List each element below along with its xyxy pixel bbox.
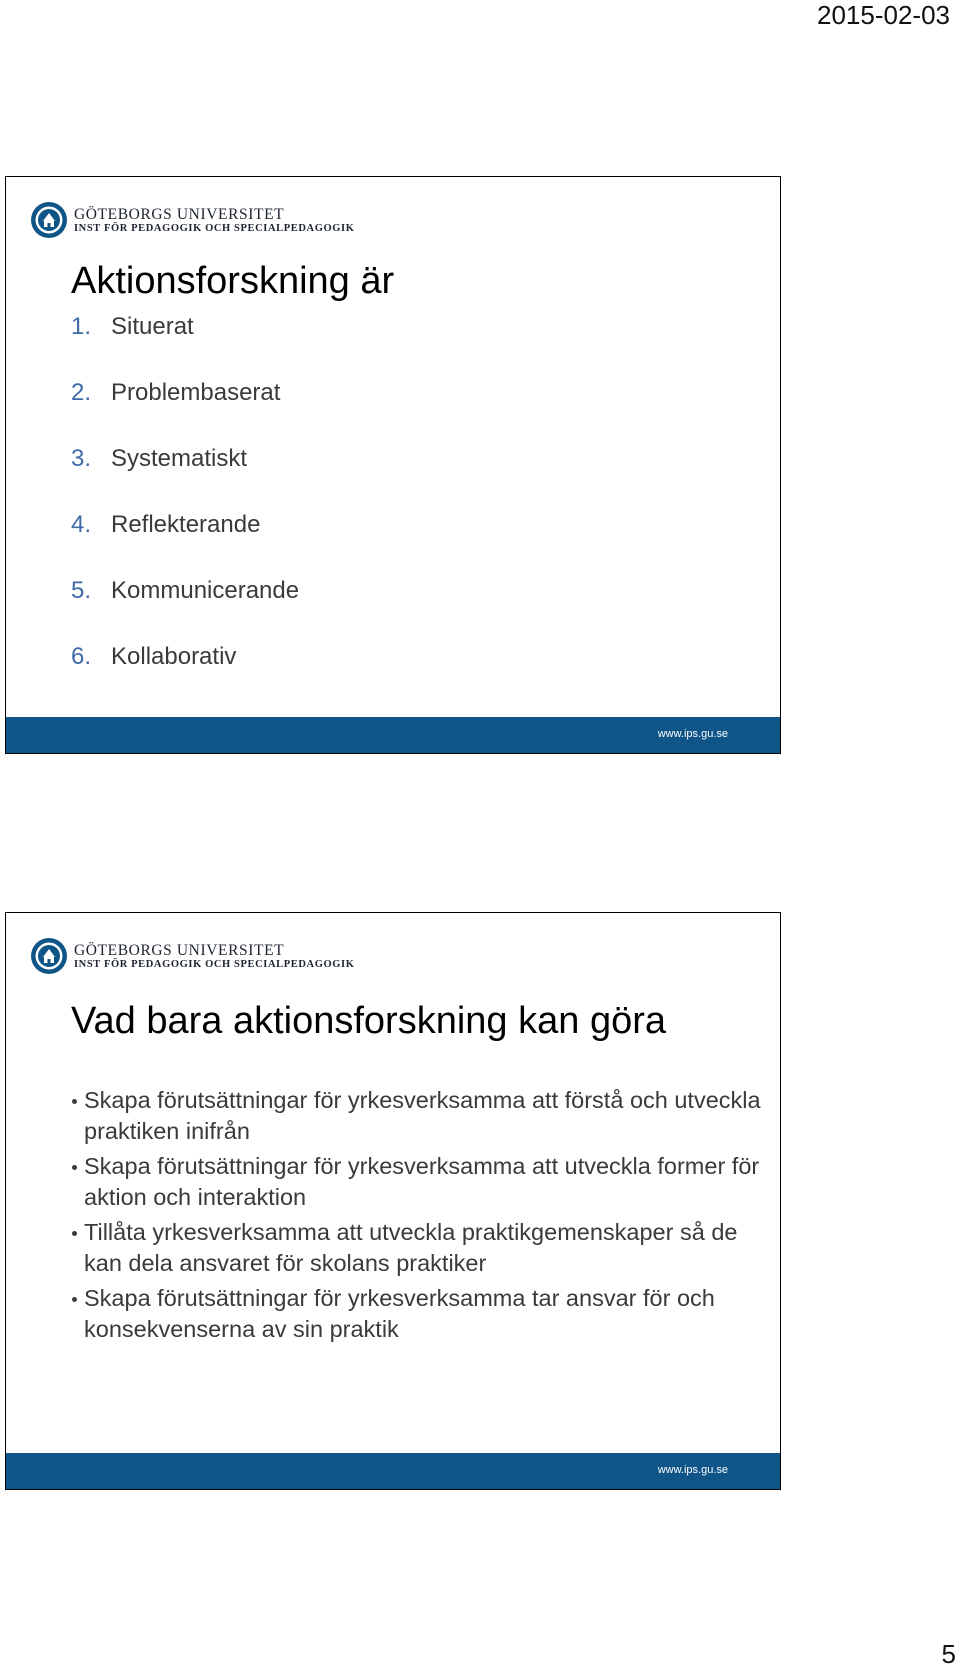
list-text: Situerat (111, 313, 194, 340)
bullet-item: Skapa förutsättningar för yrkesverksamma tar ansvar för och konsekvenserna av sin praktik (70, 1283, 770, 1345)
list-text: Kommunicerande (111, 577, 300, 604)
university-header (30, 937, 355, 975)
list-number: 1. (71, 313, 92, 340)
list-text: Problembaserat (111, 379, 281, 406)
list-text: Reflekterande (111, 511, 261, 538)
department-name: INST FÖR PEDAGOGIK OCH SPECIALPEDAGOGIK (74, 222, 355, 234)
slide-title: Aktionsforskning är (71, 260, 395, 302)
list-item (71, 511, 299, 577)
print-date: 2015-02-03 (817, 0, 950, 30)
slide-title: Vad bara aktionsforskning kan göra (71, 1000, 666, 1042)
list-number: 3. (71, 445, 92, 472)
numbered-list (71, 313, 299, 709)
list-item (71, 445, 299, 511)
list-number: 2. (71, 379, 92, 406)
slide-footer-bar (6, 717, 780, 753)
list-number: 5. (71, 577, 92, 604)
list-item (71, 577, 299, 643)
footer-website: www.ips.gu.se (657, 1464, 728, 1476)
university-seal-icon (30, 201, 68, 239)
list-item (71, 643, 299, 709)
footer-website: www.ips.gu.se (657, 728, 728, 740)
bullet-list (70, 1085, 770, 1349)
page-number: 5 (941, 1639, 956, 1669)
university-seal-icon (30, 937, 68, 975)
bullet-item: Skapa förutsättningar för yrkesverksamma att förstå och utveckla praktiken inifrån (70, 1085, 770, 1147)
bullet-item: Skapa förutsättningar för yrkesverksamma att utveckla former för aktion och interaktion (70, 1151, 770, 1213)
list-text: Kollaborativ (111, 643, 237, 670)
list-text: Systematiskt (111, 445, 248, 472)
university-name: GÖTEBORGS UNIVERSITET (74, 941, 285, 959)
bullet-item: Tillåta yrkesverksamma att utveckla praktikgemenskaper så de kan dela ansvaret för skolans praktiker (70, 1217, 770, 1279)
list-item (71, 379, 299, 445)
university-header (30, 201, 355, 239)
university-name: GÖTEBORGS UNIVERSITET (74, 205, 285, 223)
department-name: INST FÖR PEDAGOGIK OCH SPECIALPEDAGOGIK (74, 958, 355, 970)
slide-vad-bara-aktionsforskning (5, 912, 781, 1490)
slide-aktionsforskning-ar (5, 176, 781, 754)
list-number: 4. (71, 511, 92, 538)
list-number: 6. (71, 643, 92, 670)
list-item (71, 313, 299, 379)
slide-footer-bar (6, 1453, 780, 1489)
